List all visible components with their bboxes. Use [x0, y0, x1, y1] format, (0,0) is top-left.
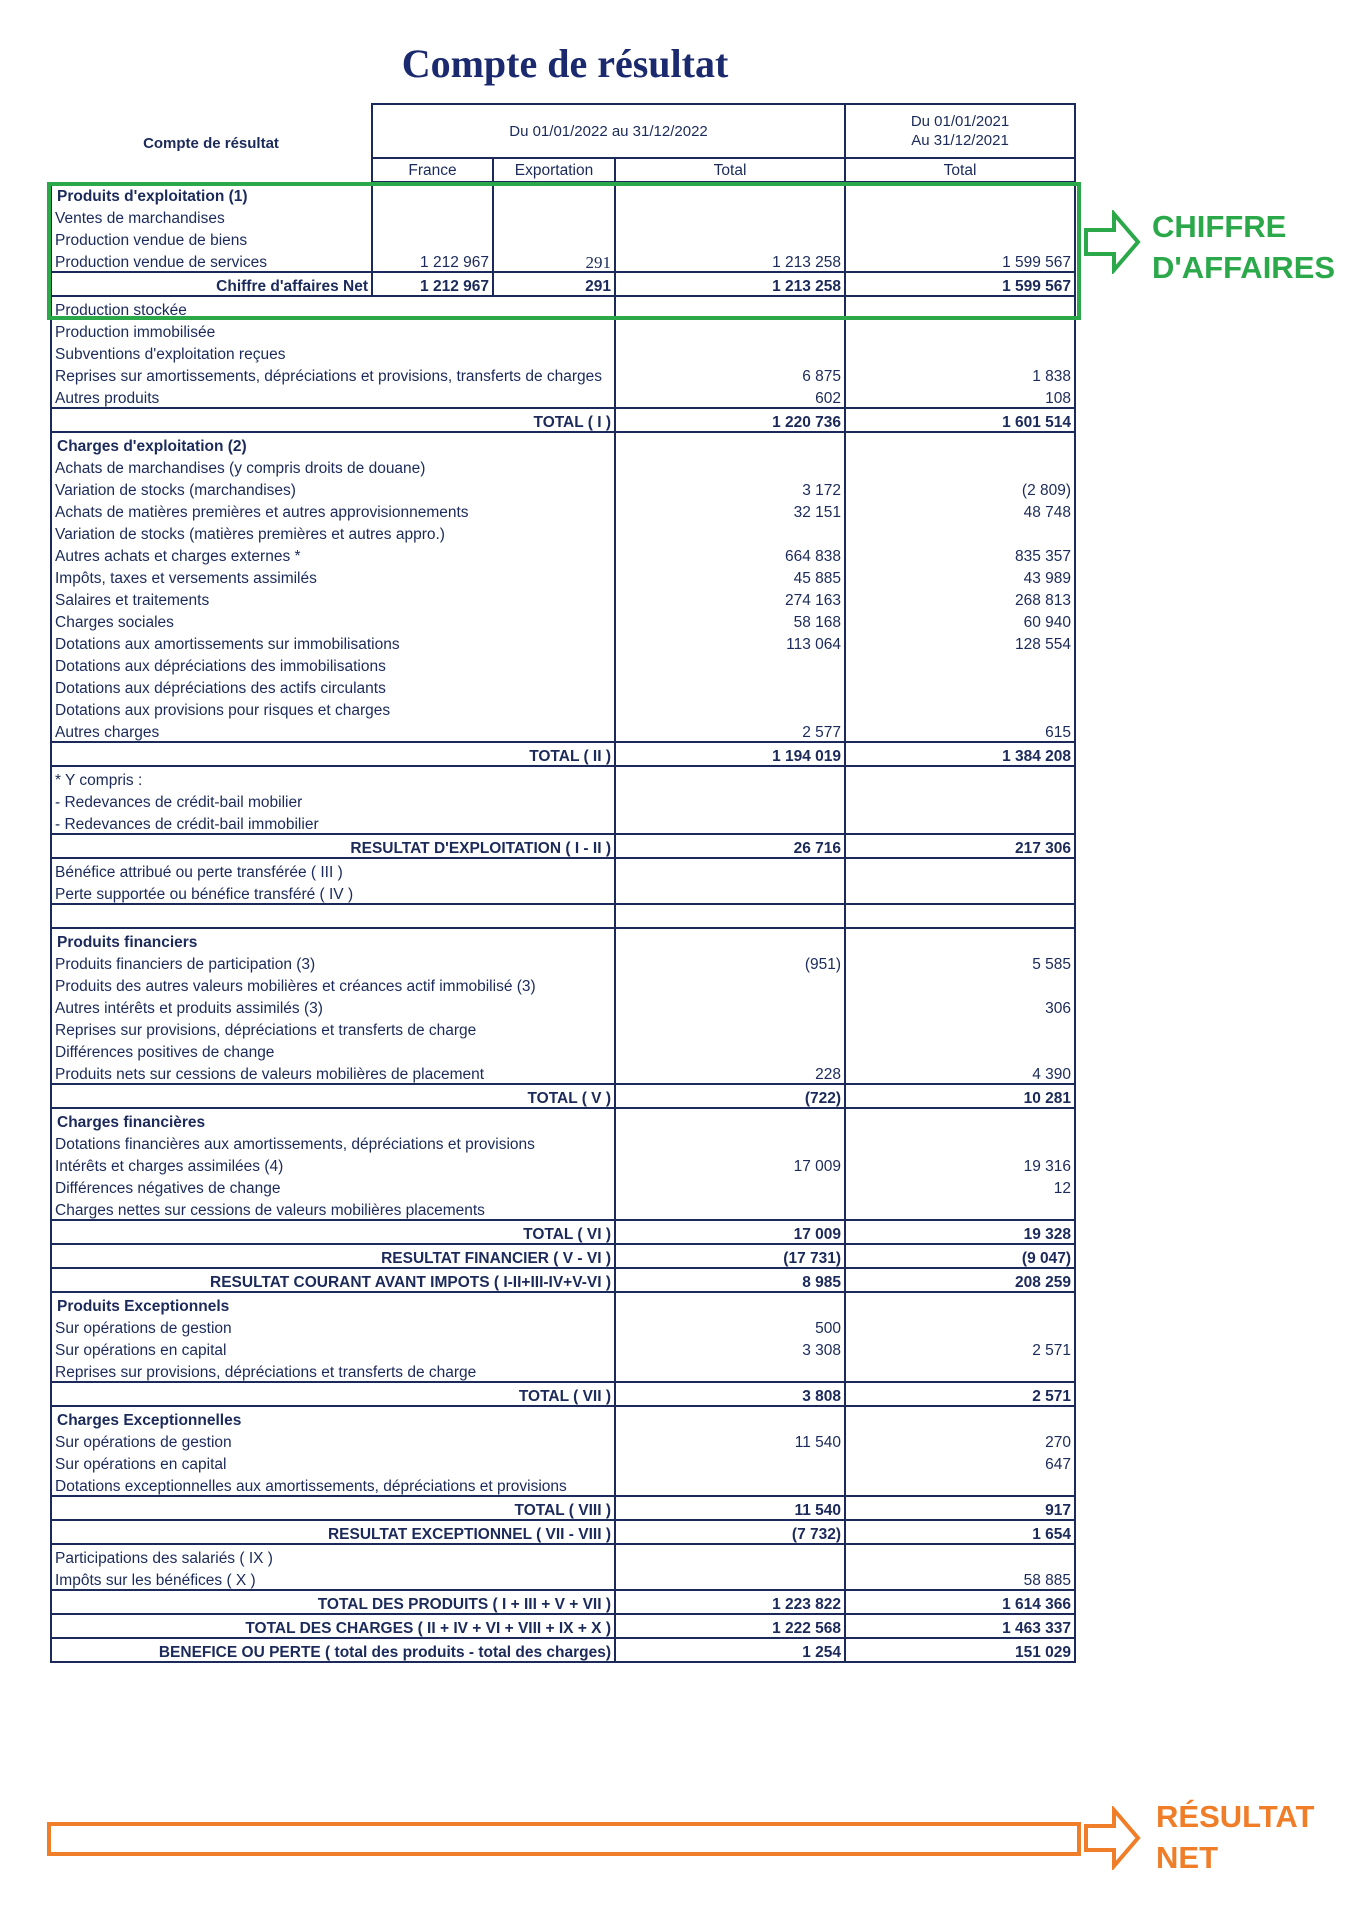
row-label: [51, 904, 372, 928]
row-total: 500: [615, 1315, 845, 1337]
statement-rows: [51, 182, 1075, 1662]
total-row: [51, 408, 1075, 432]
total-row: [51, 1590, 1075, 1614]
row-label: Impôts, taxes et versements assimilés: [51, 565, 615, 587]
row-total: [615, 1473, 845, 1496]
line-item-row: [51, 789, 1075, 811]
row-total: 26 716: [615, 834, 845, 858]
net-result-annotation: [1156, 1796, 1314, 1878]
row-total-prior: [845, 1017, 1075, 1039]
row-total-prior: [845, 653, 1075, 675]
row-total: [615, 1359, 845, 1382]
row-label: Produits nets sur cessions de valeurs mobilières de placement: [51, 1061, 615, 1084]
total-row: [51, 1614, 1075, 1638]
row-total: 3 172: [615, 477, 845, 499]
line-item-row: [51, 521, 1075, 543]
line-item-row: [51, 881, 1075, 904]
total-row: [51, 1268, 1075, 1292]
net-result-arrow-icon: [1084, 1806, 1142, 1870]
line-item-row: [51, 477, 1075, 499]
row-label: Sur opérations de gestion: [51, 1315, 615, 1337]
row-total: 602: [615, 385, 845, 408]
row-total-prior: 306: [845, 995, 1075, 1017]
row-total-prior: 647: [845, 1451, 1075, 1473]
column-header-total: Total: [615, 158, 845, 182]
row-label: Dotations financières aux amortissements, dépréciations et provisions: [51, 1131, 615, 1153]
row-total-prior: [845, 811, 1075, 834]
row-total: 58 168: [615, 609, 845, 631]
header-period-prior-line2: Au 31/12/2021: [911, 132, 1009, 149]
column-header-total-prior: Total: [845, 158, 1075, 182]
row-total-prior: 128 554: [845, 631, 1075, 653]
header-period-current: Du 01/01/2022 au 31/12/2022: [372, 104, 845, 158]
row-total: [615, 1406, 845, 1429]
line-item-row: [51, 858, 1075, 881]
spacer-row: [51, 904, 1075, 928]
row-total: 17 009: [615, 1153, 845, 1175]
line-item-row: [51, 1429, 1075, 1451]
column-header-export: Exportation: [493, 158, 615, 182]
row-label: Charges Exceptionnelles: [51, 1406, 615, 1429]
row-label: Chiffre d'affaires Net: [51, 272, 372, 296]
row-label: RESULTAT D'EXPLOITATION ( I - II ): [51, 834, 615, 858]
row-label: Autres achats et charges externes *: [51, 543, 615, 565]
column-header-france: France: [372, 158, 493, 182]
header-row-label: Compte de résultat: [143, 134, 279, 152]
revenue-annotation: [1152, 206, 1335, 288]
row-total: [615, 789, 845, 811]
line-item-row: [51, 1544, 1075, 1567]
header-period-prior: [845, 104, 1075, 158]
total-row: [51, 742, 1075, 766]
line-item-row: [51, 543, 1075, 565]
line-item-row: [51, 587, 1075, 609]
row-total: [615, 1292, 845, 1315]
row-total: [615, 1131, 845, 1153]
row-label: Dotations exceptionnelles aux amortissements, dépréciations et provisions: [51, 1473, 615, 1496]
net-result-annotation-line2: NET: [1156, 1840, 1218, 1875]
row-total-prior: [845, 319, 1075, 341]
row-label: Salaires et traitements: [51, 587, 615, 609]
row-total: 1 213 258: [615, 249, 845, 272]
row-total-prior: [845, 1131, 1075, 1153]
line-item-row: [51, 697, 1075, 719]
row-total: 32 151: [615, 499, 845, 521]
row-label: Charges nettes sur cessions de valeurs mobilières placements: [51, 1197, 615, 1220]
row-total-prior: [845, 973, 1075, 995]
line-item-row: [51, 1131, 1075, 1153]
line-item-row: [51, 951, 1075, 973]
row-total-prior: [845, 1544, 1075, 1567]
row-label: Reprises sur provisions, dépréciations et transferts de charge: [51, 1017, 615, 1039]
line-item-row: [51, 1039, 1075, 1061]
line-item-row: [51, 609, 1075, 631]
row-total-prior: 208 259: [845, 1268, 1075, 1292]
row-label: TOTAL ( VIII ): [51, 1496, 615, 1520]
row-total-prior: 10 281: [845, 1084, 1075, 1108]
row-label: Production immobilisée: [51, 319, 615, 341]
row-label: BENEFICE OU PERTE ( total des produits - total des charges): [51, 1638, 615, 1662]
row-total: [615, 1175, 845, 1197]
row-total: 11 540: [615, 1429, 845, 1451]
row-label: RESULTAT FINANCIER ( V - VI ): [51, 1244, 615, 1268]
row-total: [615, 319, 845, 341]
row-label: TOTAL ( I ): [51, 408, 615, 432]
row-total: 17 009: [615, 1220, 845, 1244]
line-item-row: [51, 719, 1075, 742]
row-label: Autres produits: [51, 385, 615, 408]
row-label: Sur opérations en capital: [51, 1337, 615, 1359]
row-label: Produits Exceptionnels: [51, 1292, 615, 1315]
total-row: [51, 834, 1075, 858]
line-item-row: [51, 1359, 1075, 1382]
row-total: 1 254: [615, 1638, 845, 1662]
row-total: (722): [615, 1084, 845, 1108]
page-title: Compte de résultat: [401, 41, 729, 86]
row-label: Autres intérêts et produits assimilés (3): [51, 995, 615, 1017]
row-total: [615, 1197, 845, 1220]
row-label: Produits financiers: [51, 928, 615, 951]
row-label: RESULTAT COURANT AVANT IMPOTS ( I-II+III-IV+V-VI ): [51, 1268, 615, 1292]
row-total: 45 885: [615, 565, 845, 587]
row-total-prior: [845, 928, 1075, 951]
row-total-prior: [845, 904, 1075, 928]
row-label: Achats de marchandises (y compris droits de douane): [51, 455, 615, 477]
revenue-annotation-line2: D'AFFAIRES: [1152, 250, 1336, 285]
row-label: Charges d'exploitation (2): [51, 432, 615, 455]
total-row: [51, 1084, 1075, 1108]
row-total: [615, 1039, 845, 1061]
row-label: Reprises sur provisions, dépréciations et transferts de charge: [51, 1359, 615, 1382]
line-item-row: [51, 973, 1075, 995]
row-label: Dotations aux amortissements sur immobilisations: [51, 631, 615, 653]
row-total-prior: [845, 789, 1075, 811]
line-item-row: [51, 1473, 1075, 1496]
row-total-prior: [845, 766, 1075, 789]
section-header-row: [51, 1292, 1075, 1315]
line-item-row: [51, 1175, 1075, 1197]
row-total-prior: 4 390: [845, 1061, 1075, 1084]
revenue-highlight-box: [47, 182, 1081, 320]
income-statement-table: [50, 103, 1076, 1663]
row-total: [615, 858, 845, 881]
row-label: * Y compris :: [51, 766, 615, 789]
row-export: 291: [493, 249, 615, 272]
row-total-prior: 1 599 567: [845, 249, 1075, 272]
row-label: Autres charges: [51, 719, 615, 742]
row-total-prior: 1 463 337: [845, 1614, 1075, 1638]
row-total-prior: 1 384 208: [845, 742, 1075, 766]
row-label: Dotations aux dépréciations des actifs circulants: [51, 675, 615, 697]
row-total: [615, 973, 845, 995]
line-item-row: [51, 631, 1075, 653]
row-total-prior: 1 599 567: [845, 272, 1075, 296]
row-total-prior: 917: [845, 1496, 1075, 1520]
row-total: 1 220 736: [615, 408, 845, 432]
row-label: Différences positives de change: [51, 1039, 615, 1061]
row-label: Participations des salariés ( IX ): [51, 1544, 615, 1567]
row-total-prior: [845, 675, 1075, 697]
row-total: 3 308: [615, 1337, 845, 1359]
row-total: [615, 341, 845, 363]
row-label: Bénéfice attribué ou perte transférée ( III ): [51, 858, 615, 881]
row-label: Impôts sur les bénéfices ( X ): [51, 1567, 615, 1590]
row-total: 1 222 568: [615, 1614, 845, 1638]
row-label: Ventes de marchandises: [51, 205, 372, 227]
row-total: 664 838: [615, 543, 845, 565]
line-item-row: [51, 1061, 1075, 1084]
row-total-prior: 60 940: [845, 609, 1075, 631]
row-label: Subventions d'exploitation reçues: [51, 341, 615, 363]
row-total: [615, 881, 845, 904]
row-total: 1 213 258: [615, 272, 845, 296]
net-result-annotation-line1: RÉSULTAT: [1156, 1799, 1315, 1834]
row-total-prior: 151 029: [845, 1638, 1075, 1662]
line-item-row: [51, 1153, 1075, 1175]
row-total-prior: 2 571: [845, 1337, 1075, 1359]
line-item-row: [51, 811, 1075, 834]
total-row: [51, 1220, 1075, 1244]
row-total-prior: 19 316: [845, 1153, 1075, 1175]
revenue-arrow-icon: [1084, 210, 1142, 274]
line-item-row: [51, 653, 1075, 675]
row-export: 291: [493, 272, 615, 296]
row-total-prior: 1 654: [845, 1520, 1075, 1544]
row-total-prior: 1 838: [845, 363, 1075, 385]
line-item-row: [51, 675, 1075, 697]
row-label: Charges sociales: [51, 609, 615, 631]
row-total-prior: [845, 432, 1075, 455]
row-total: [615, 1108, 845, 1131]
line-item-row: [51, 341, 1075, 363]
row-label: Variation de stocks (matières premières et autres appro.): [51, 521, 615, 543]
row-total: [615, 766, 845, 789]
row-label: - Redevances de crédit-bail mobilier: [51, 789, 615, 811]
row-total-prior: 270: [845, 1429, 1075, 1451]
total-row: [51, 1382, 1075, 1406]
row-total: [615, 697, 845, 719]
row-label: TOTAL ( VII ): [51, 1382, 615, 1406]
row-label: Dotations aux provisions pour risques et charges: [51, 697, 615, 719]
line-item-row: [51, 1337, 1075, 1359]
row-total-prior: [845, 1406, 1075, 1429]
row-total: [615, 521, 845, 543]
row-total: 11 540: [615, 1496, 845, 1520]
row-total-prior: [845, 1039, 1075, 1061]
line-item-row: [51, 363, 1075, 385]
income-statement-sheet: [50, 103, 1074, 1663]
row-total: 1 194 019: [615, 742, 845, 766]
total-row: [51, 1244, 1075, 1268]
row-total-prior: 43 989: [845, 565, 1075, 587]
total-row: [51, 1638, 1075, 1662]
row-total: (7 732): [615, 1520, 845, 1544]
row-total-prior: [845, 1292, 1075, 1315]
row-total-prior: [845, 1315, 1075, 1337]
row-total-prior: (2 809): [845, 477, 1075, 499]
row-total: [615, 455, 845, 477]
row-total: 8 985: [615, 1268, 845, 1292]
row-total-prior: 835 357: [845, 543, 1075, 565]
row-total-prior: 217 306: [845, 834, 1075, 858]
row-total: 6 875: [615, 363, 845, 385]
row-total-prior: 12: [845, 1175, 1075, 1197]
section-header-row: [51, 928, 1075, 951]
row-total: [615, 1544, 845, 1567]
row-total-prior: [845, 521, 1075, 543]
row-france: 1 212 967: [372, 249, 493, 272]
row-total: [615, 432, 845, 455]
line-item-row: [51, 565, 1075, 587]
row-label: Production vendue de biens: [51, 227, 372, 249]
line-item-row: [51, 995, 1075, 1017]
line-item-row: [51, 1567, 1075, 1590]
row-label: Sur opérations en capital: [51, 1451, 615, 1473]
row-total: (17 731): [615, 1244, 845, 1268]
row-total-prior: 615: [845, 719, 1075, 742]
row-total: 113 064: [615, 631, 845, 653]
section-header-row: [51, 1108, 1075, 1131]
row-total: 228: [615, 1061, 845, 1084]
row-total-prior: [845, 858, 1075, 881]
line-item-row: [51, 1197, 1075, 1220]
line-item-row: [51, 766, 1075, 789]
row-total-prior: 2 571: [845, 1382, 1075, 1406]
row-total-prior: (9 047): [845, 1244, 1075, 1268]
row-total: 1 223 822: [615, 1590, 845, 1614]
row-total-prior: 268 813: [845, 587, 1075, 609]
row-label: TOTAL ( V ): [51, 1084, 615, 1108]
row-total-prior: [845, 455, 1075, 477]
row-label: Produits des autres valeurs mobilières et créances actif immobilisé (3): [51, 973, 615, 995]
row-label: Produits financiers de participation (3): [51, 951, 615, 973]
row-label: TOTAL DES CHARGES ( II + IV + VI + VIII + IX + X ): [51, 1614, 615, 1638]
section-header-row: [51, 1406, 1075, 1429]
row-total: [615, 1451, 845, 1473]
line-item-row: [51, 319, 1075, 341]
row-total: [615, 1567, 845, 1590]
revenue-annotation-line1: CHIFFRE: [1152, 209, 1287, 244]
line-item-row: [51, 499, 1075, 521]
row-label: Production vendue de services: [51, 249, 372, 272]
row-label: Charges financières: [51, 1108, 615, 1131]
row-total: [615, 653, 845, 675]
row-total-prior: [845, 1359, 1075, 1382]
row-total-prior: 19 328: [845, 1220, 1075, 1244]
row-france: 1 212 967: [372, 272, 493, 296]
row-label: Production stockée: [51, 296, 615, 319]
header-period-prior-line1: Du 01/01/2021: [910, 113, 1010, 130]
net-result-highlight-box: [47, 1822, 1081, 1856]
line-item-row: [51, 455, 1075, 477]
row-total: [615, 811, 845, 834]
line-item-row: [51, 1451, 1075, 1473]
row-total-prior: 48 748: [845, 499, 1075, 521]
row-total: [615, 928, 845, 951]
row-total-prior: [845, 341, 1075, 363]
line-item-row: [51, 385, 1075, 408]
row-label: Dotations aux dépréciations des immobilisations: [51, 653, 615, 675]
row-label: Perte supportée ou bénéfice transféré ( IV ): [51, 881, 615, 904]
row-total-prior: [845, 1473, 1075, 1496]
row-total-prior: [845, 1108, 1075, 1131]
row-total: [615, 995, 845, 1017]
row-total: [615, 904, 845, 928]
row-total-prior: [845, 881, 1075, 904]
row-total: 2 577: [615, 719, 845, 742]
row-label: Produits d'exploitation (1): [51, 182, 372, 205]
row-total: 274 163: [615, 587, 845, 609]
row-label: Intérêts et charges assimilées (4): [51, 1153, 615, 1175]
row-total-prior: [845, 697, 1075, 719]
row-total: 3 808: [615, 1382, 845, 1406]
row-label: TOTAL ( VI ): [51, 1220, 615, 1244]
row-total-prior: 58 885: [845, 1567, 1075, 1590]
section-header-row: [51, 432, 1075, 455]
row-label: Reprises sur amortissements, dépréciations et provisions, transferts de charges: [51, 363, 615, 385]
row-label: TOTAL DES PRODUITS ( I + III + V + VII ): [51, 1590, 615, 1614]
row-total-prior: 1 601 514: [845, 408, 1075, 432]
total-row: [51, 1496, 1075, 1520]
line-item-row: [51, 1017, 1075, 1039]
row-total-prior: 1 614 366: [845, 1590, 1075, 1614]
row-label: RESULTAT EXCEPTIONNEL ( VII - VIII ): [51, 1520, 615, 1544]
row-label: TOTAL ( II ): [51, 742, 615, 766]
row-label: Achats de matières premières et autres approvisionnements: [51, 499, 615, 521]
row-total: [615, 675, 845, 697]
row-total-prior: 108: [845, 385, 1075, 408]
row-label: - Redevances de crédit-bail immobilier: [51, 811, 615, 834]
header-row-periods: [51, 104, 1075, 158]
total-row: [51, 1520, 1075, 1544]
row-label: Sur opérations de gestion: [51, 1429, 615, 1451]
spacer-cell: [372, 904, 615, 928]
row-label: Différences négatives de change: [51, 1175, 615, 1197]
row-total: [615, 1017, 845, 1039]
row-total: (951): [615, 951, 845, 973]
row-label: Variation de stocks (marchandises): [51, 477, 615, 499]
row-total-prior: [845, 1197, 1075, 1220]
row-total-prior: 5 585: [845, 951, 1075, 973]
line-item-row: [51, 1315, 1075, 1337]
